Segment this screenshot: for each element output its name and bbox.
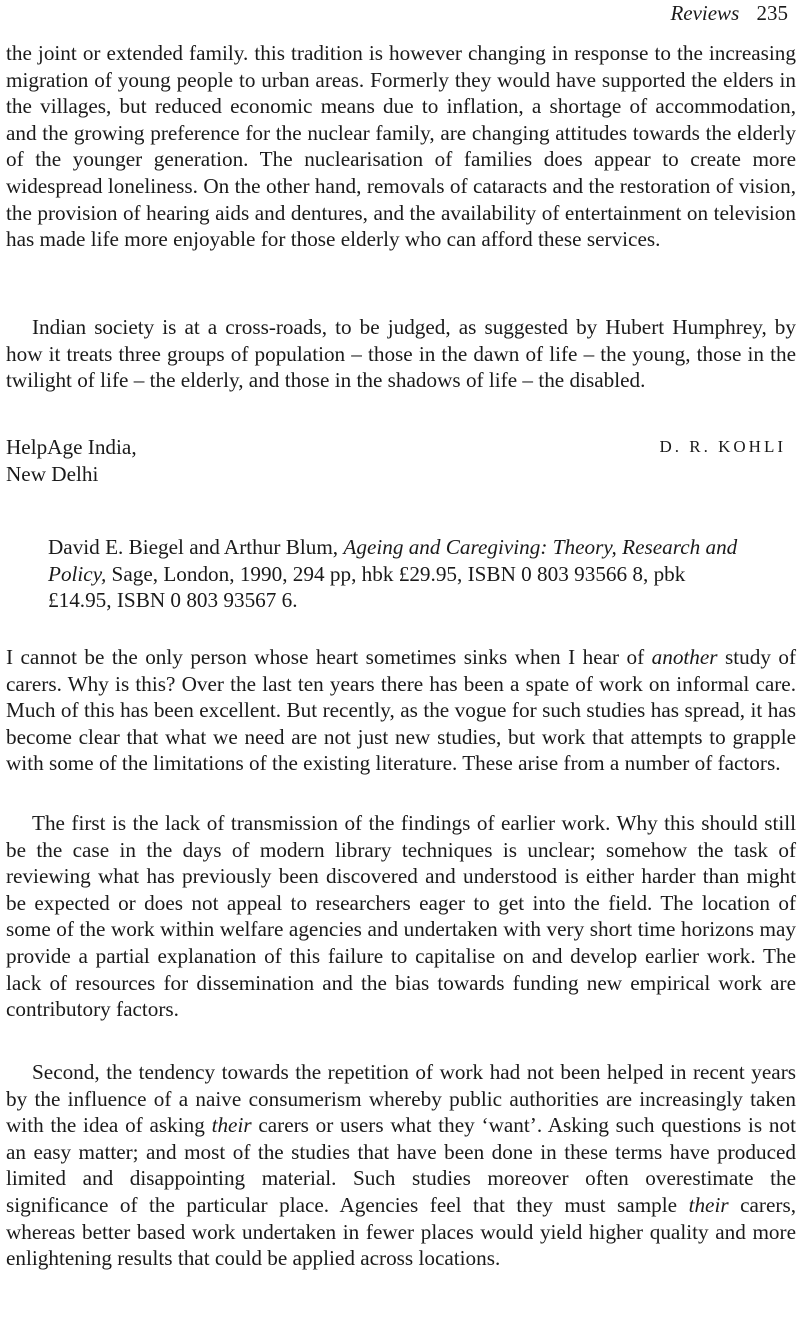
- review2-p1-text-a: I cannot be the only person whose heart sometimes sinks when I hear of: [6, 645, 652, 669]
- review2-p3-emphasis-1: their: [211, 1113, 252, 1138]
- review2-p1-emphasis: another: [651, 645, 718, 669]
- review2-paragraph-3: [6, 1059, 796, 1272]
- citation-details: Sage, London, 1990, 294 pp, hbk £29.95, ISBN 0 803 93566 8, pbk £14.95, ISBN 0 803 93567 6.: [48, 561, 686, 613]
- review2-p3-text-c: carers, whereas better based work undertaken in fewer places would yield higher quality and more enlightening results that could be applied across locations.: [6, 1192, 796, 1271]
- review2-p3-text-a: Second, the tendency towards the repetition of work had not been helped in recent years by the influence of a naive consumerism whereby public authorities are increasingly taken with the idea of asking: [6, 1060, 796, 1138]
- review2-paragraph-1: [6, 644, 796, 777]
- citation-book-title: Ageing and Caregiving: Theory, Research and Policy,: [48, 535, 738, 586]
- running-head-section: Reviews: [670, 1, 740, 25]
- review2-p3-emphasis-2: their: [688, 1192, 729, 1217]
- review1-paragraph-1: the joint or extended family. this tradition is however changing in response to the increasing migration of young people to urban areas. Formerly they would have supported the elders in the villages, but reduced economic means due to inflation, a shortage of accommodation, and the growing preference for the nuclear family, are changing attitudes towards the elderly of the younger generation. The nuclearisation of families does appear to create more widespread loneliness. On the other hand, removals of cataracts and the restoration of vision, the provision of hearing aids and dentures, and the availability of entertainment on television has made life more enjoyable for those elderly who can afford these services.: [6, 41, 796, 252]
- review2-p3-text-b: carers or users what they ‘want’. Asking such questions is not an easy matter; and most of the studies that have been done in these terms have produced limited and disappointing material. Such studies moreover often overestimate the significance of the particular place. Agencies feel that they must sample: [6, 1113, 796, 1217]
- reviewer-affiliation: [6, 434, 137, 487]
- review2-p1-text-b: study of carers. Why is this? Over the last ten years there has been a spate of work on informal care. Much of this has been excellent. But recently, as the vogue for such studies has spread, it has become clear that what we need are not just new studies, but work that attempts to grapple with some of the limitations of the existing literature. These arise from a number of factors.: [6, 645, 797, 776]
- review1-paragraph-2: Indian society is at a cross-roads, to be judged, as suggested by Hubert Humphrey, by how it treats three groups of population – those in the dawn of life – the young, those in the twilight of life – the elderly, and those in the shadows of life – the disabled.: [6, 315, 796, 393]
- affiliation-line-2: New Delhi: [6, 461, 99, 486]
- review2-paragraph-2: The first is the lack of transmission of the findings of earlier work. Why this should still be the case in the days of modern library techniques is unclear; somehow the task of reviewing what has previously been discovered and understood is either harder than might be expected or does not appeal to researchers eager to get into the field. The location of some of the work within welfare agencies and undertaken with very short time horizons may provide a partial explanation of this failure to capitalise on and develop earlier work. The lack of resources for dissemination and the bias towards funding new empirical work are contributory factors.: [6, 811, 796, 1022]
- running-head: [670, 0, 788, 26]
- reviewer-name: D. R. KOHLI: [659, 437, 786, 456]
- citation-authors: David E. Biegel and Arthur Blum,: [48, 535, 344, 559]
- page-number: 235: [756, 1, 788, 25]
- affiliation-line-1: HelpAge India,: [6, 435, 137, 459]
- book-citation: [48, 534, 754, 614]
